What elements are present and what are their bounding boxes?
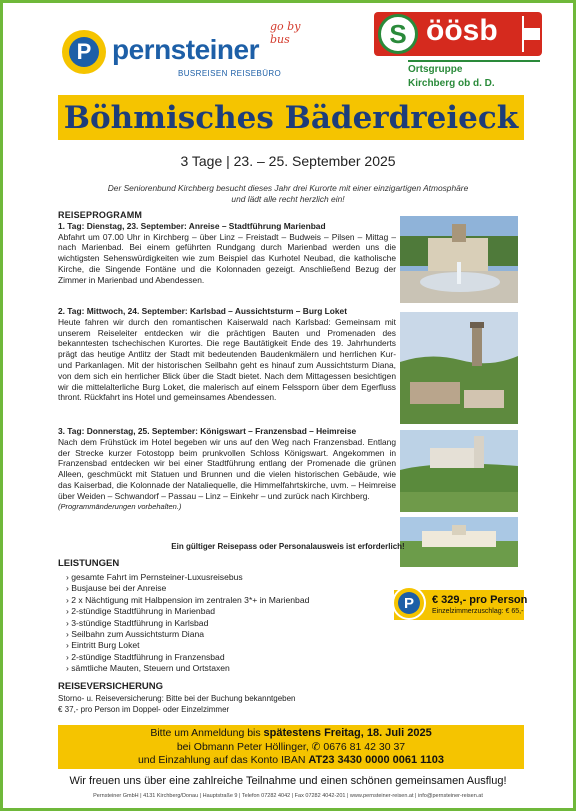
document-note: Ein gültiger Reisepass oder Personalausweis ist erforderlich! xyxy=(171,542,405,551)
footer: Pernsteiner GmbH | 4131 Kirchberg/Donau | Hauptstraße 9 | Telefon 07282 4042 | Fax 07282 4042-201 | www.pernsteiner-reisen.at | info@pernsteiner-reisen.at xyxy=(93,793,483,799)
day1-block xyxy=(58,210,396,286)
booking-banner xyxy=(58,725,524,769)
booking-deadline: spätestens Freitag, 18. Juli 2025 xyxy=(263,727,432,739)
list-item: › Busjause bei der Anreise xyxy=(66,583,309,594)
day3-note: (Programmänderungen vorbehalten.) xyxy=(58,501,182,511)
intro-line2: und lädt alle recht herzlich ein! xyxy=(231,194,345,204)
day1-text: Abfahrt um 07.00 Uhr in Kirchberg – über Linz – Freistadt – Budweis – Pilsen – Mittag –nach Marienbad. Bei einem geführten Rundgang durch Marienbad werden uns die wichtigsten Sehenswürdigkeiten wie zum Beispiel das Kurhotel Neubad, die katholische Kirche, die Singende Fontäne und die Kolonnaden gezeigt. Anschließend Bezug der Zimmer in Marienbad und Abendessen. xyxy=(58,231,396,285)
day2-block xyxy=(58,306,396,403)
brand-p-icon xyxy=(62,30,106,74)
intro-line1: Der Seniorenbund Kirchberg besucht dieses Jahr drei Kurorte mit einer einzigartigen Atmosphäre xyxy=(107,183,469,193)
insurance-line1: Storno- u. Reiseversicherung: Bitte bei der Buchung bekanntgeben xyxy=(58,694,296,703)
brand-letter: P xyxy=(69,37,99,67)
day1-title: 1. Tag: Dienstag, 23. September: Anreise – Stadtführung Marienbad xyxy=(58,220,326,231)
brand-name: pernsteiner xyxy=(112,34,259,65)
insurance-heading: REISEVERSICHERUNG xyxy=(58,681,164,692)
price-main: € 329,- pro Person xyxy=(432,594,528,606)
oesb-logo xyxy=(374,12,544,96)
insurance-text xyxy=(58,694,295,715)
oesb-group xyxy=(408,60,540,91)
day3-text: Nach dem Frühstück im Hotel begeben wir uns auf den Weg nach Franzensbad. Entlang der Strecke kurzer Fotostopp beim prunkvollen Schloss Königswart. Angekommen in Franzensbad entdecken wir bei einer Stadtführung entlang der Promenade die grünen Alleen, geschmückt mit Statuen und Brunnen und die vielen historischen Gebäude, wie das Kaiserbad, die Kolonnade der Nataliequelle, die Himmelfahrtskirche, uvm. – Heimreise über Weiden – Schwandorf – Passau – Linz – Einkehr – und zurück nach Kirchberg. xyxy=(58,436,396,501)
oesb-name: öösb xyxy=(426,14,498,47)
day3-block xyxy=(58,426,396,512)
photo-loket xyxy=(400,430,518,512)
price-single-supplement: Einzelzimmerzuschlag: € 65,- xyxy=(432,608,524,615)
brand-subtitle: BUSREISEN REISEBÜRO xyxy=(178,69,282,78)
day3-title: 3. Tag: Donnerstag, 25. September: Königswart – Franzensbad – Heimreise xyxy=(58,426,357,436)
photo-marienbad xyxy=(400,216,518,303)
page-title: Böhmisches Bäderdreieck xyxy=(63,99,519,136)
oesb-group-line1: Ortsgruppe xyxy=(408,64,463,75)
booking-iban: AT23 3430 0000 0061 1103 xyxy=(308,754,445,766)
photo-karlsbad xyxy=(400,312,518,424)
thanks-line: Wir freuen uns über eine zahlreiche Teilnahme und einen schönen gemeinsamen Ausflug! xyxy=(69,775,507,787)
oesb-group-line2: Kirchberg ob d. D. xyxy=(408,78,495,89)
date-line: 3 Tage | 23. – 25. September 2025 xyxy=(180,153,396,169)
list-item: › 2-stündige Stadtführung in Marienbad xyxy=(66,606,309,617)
list-item: › Seilbahn zum Aussichtsturm Diana xyxy=(66,629,309,640)
list-item: › gesamte Fahrt im Pernsteiner-Luxusreisebus xyxy=(66,572,309,583)
day2-text: Heute fahren wir durch den romantischen Kaiserwald nach Karlsbad: Gemeinsam mit unserem Reiseleiter entdecken wir die prächtigen Bauten und Promenaden des bekanntesten tschechischen Kurortes. Die rege Bautätigkeit Ende des 19. Jahrhunderts prägt das heutige Antlitz der Stadt mit bedeutenden Baudenkmälern und herrlichen Kur- und Parkanlagen. Mit der historischen Seilbahn geht es hinauf zum Aussichtsturm Diana, von dem sich ein herrlicher Blick über die Stadt bietet. Nach dem Mittagessen besichtigen wir die mittelalterliche Burg Loket, die malerisch auf einem Felssporn über dem Egerfluss thront. Rückfahrt ins Hotel und gemeinsames Abendessen. xyxy=(58,316,396,403)
booking-line3 xyxy=(58,754,524,768)
list-item: › 3-stündige Stadtführung in Karlsbad xyxy=(66,618,309,629)
price-p-icon xyxy=(392,586,426,620)
list-item: › 2 x Nächtigung mit Halbpension im zentralen 3*+ in Marienbad xyxy=(66,595,309,606)
title-banner xyxy=(58,95,524,140)
list-item: › Eintritt Burg Loket xyxy=(66,640,309,651)
oesb-s-icon: S xyxy=(378,14,418,54)
leistungen-list xyxy=(66,572,309,675)
insurance-line2: € 37,- pro Person im Doppel- oder Einzelzimmer xyxy=(58,704,230,714)
booking-line1-text: Bitte um Anmeldung bis xyxy=(150,727,264,739)
booking-line1 xyxy=(58,727,524,741)
pernsteiner-logo xyxy=(62,20,302,80)
slogan: go by bus xyxy=(270,20,301,46)
list-item: › sämtliche Mauten, Steuern und Ortstaxen xyxy=(66,663,309,674)
price-letter: P xyxy=(398,592,420,614)
booking-line2: bei Obmann Peter Höllinger, ✆ 0676 81 42 30 37 xyxy=(176,740,406,753)
intro-text xyxy=(80,183,496,205)
day2-title: 2. Tag: Mittwoch, 24. September: Karlsbad – Aussichtsturm – Burg Loket xyxy=(58,306,347,316)
list-item: › 2-stündige Stadtführung in Franzensbad xyxy=(66,652,309,663)
austria-flag-icon xyxy=(522,16,540,52)
program-heading: REISEPROGRAMM xyxy=(58,210,143,220)
leistungen-heading: LEISTUNGEN xyxy=(58,558,120,569)
booking-line3-text: und Einzahlung auf das Konto IBAN xyxy=(137,754,309,766)
oesb-banner xyxy=(374,12,542,56)
